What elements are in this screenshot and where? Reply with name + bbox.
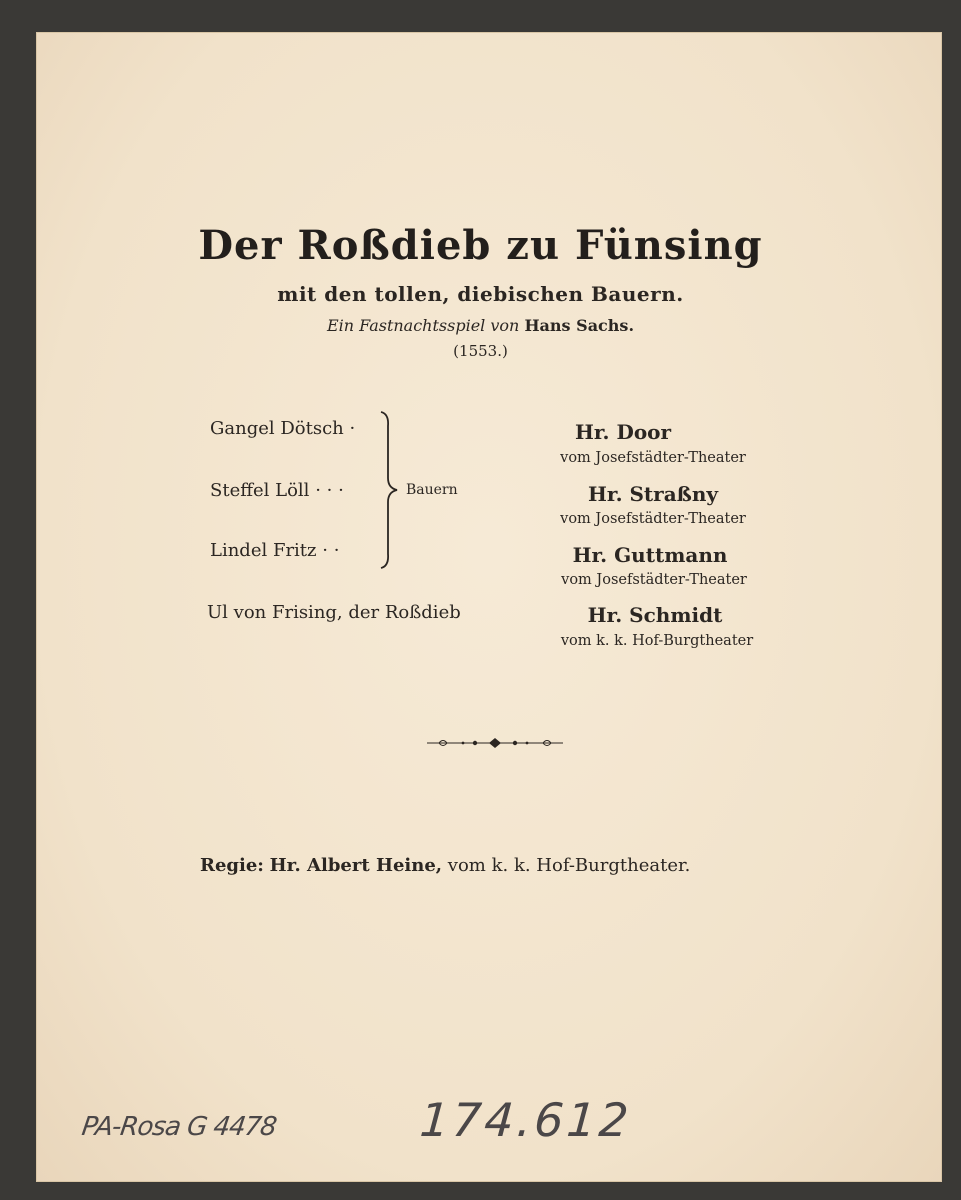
cast-actor-1: Hr. Door: [574, 420, 672, 444]
cast-from-2: vom Josefstädter-Theater: [560, 511, 746, 527]
director-line: [200, 855, 690, 876]
cast-from-4: vom k. k. Hof-Burgtheater: [560, 633, 754, 649]
director-name: Hr. Albert Heine,: [269, 855, 443, 876]
curly-brace-icon: [378, 410, 402, 570]
group-label: Bauern: [406, 482, 458, 498]
play-subtitle: mit den tollen, diebischen Bauern.: [277, 282, 684, 306]
archive-reference-handwritten: PA-Rosa G 4478: [79, 1112, 278, 1142]
author-name: Hans Sachs.: [524, 316, 635, 335]
cast-from-1: vom Josefstädter-Theater: [560, 450, 746, 466]
paper-sheet: [36, 32, 942, 1182]
attribution-line: [0, 316, 961, 335]
cast-actor-4: Hr. Schmidt: [587, 603, 723, 627]
cast-role-2: Steffel Löll · · ·: [210, 480, 344, 501]
cast-role-1: Gangel Dötsch ·: [210, 418, 356, 439]
cast-actor-2: Hr. Straßny: [587, 482, 719, 506]
play-year: (1553.): [453, 342, 508, 360]
cast-from-3: vom Josefstädter-Theater: [561, 572, 747, 588]
attribution-prefix: Ein Fastnachtsspiel von: [326, 316, 520, 335]
inventory-number-handwritten: 174.612: [418, 1093, 634, 1147]
director-label: Regie:: [200, 855, 264, 876]
cast-role-4: Ul von Frising, der Roßdieb: [207, 602, 461, 623]
play-title: Der Roßdieb zu Fünsing: [198, 222, 763, 269]
cast-actor-3: Hr. Guttmann: [572, 543, 728, 567]
cast-role-3: Lindel Fritz · ·: [210, 540, 340, 561]
ornament-divider: [425, 735, 565, 751]
director-from: vom k. k. Hof-Burgtheater.: [447, 855, 691, 876]
